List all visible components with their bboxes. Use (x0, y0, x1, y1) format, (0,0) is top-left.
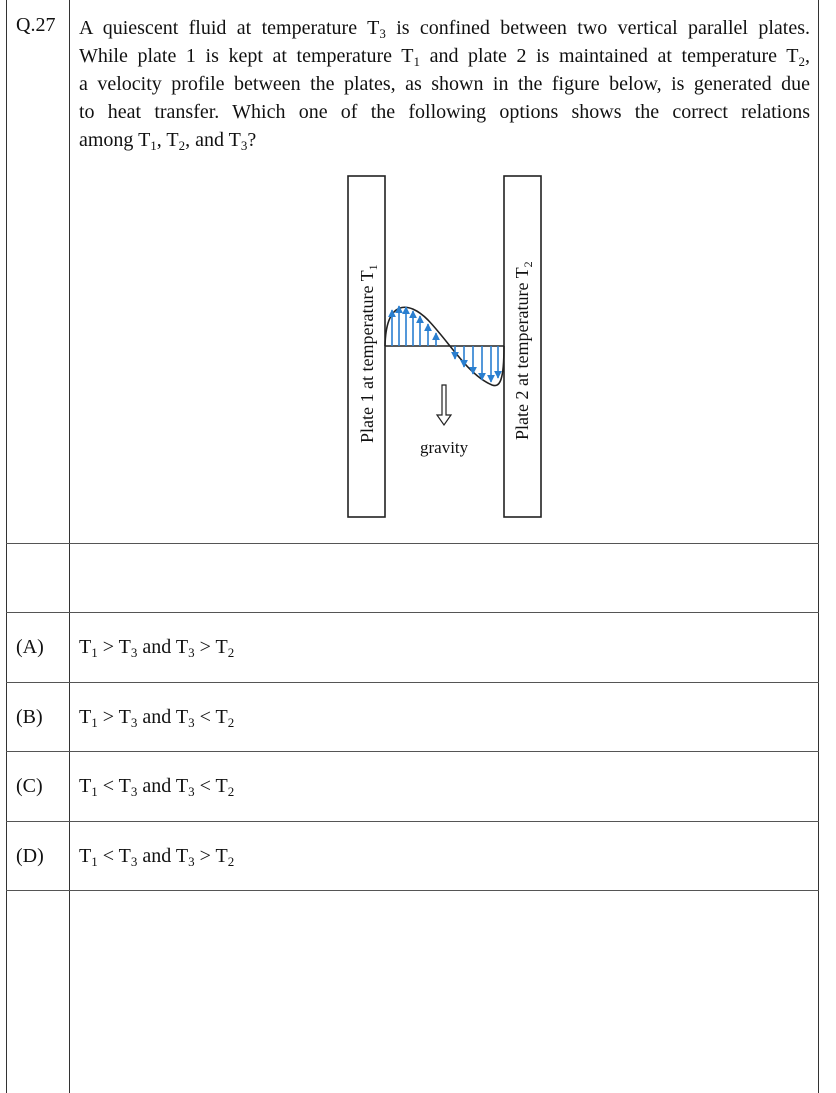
question-line: a velocity profile between the plates, as shown in the figure below, is generated due (79, 73, 810, 95)
option-b-label: (B) (16, 706, 43, 728)
option-d-label: (D) (16, 845, 44, 867)
option-a-label: (A) (16, 636, 44, 658)
column-divider (69, 0, 70, 1093)
row-divider (6, 821, 819, 822)
option-c-text: $T_1 < T_3$ and $T_3 < T_2$ (79, 775, 235, 799)
option-c-label: (C) (16, 775, 43, 797)
plate-2-label: Plate 2 at temperature $T_2$ (512, 261, 535, 440)
row-divider (6, 543, 819, 544)
question-line: among $T_1$, $T_2$, and $T_3$? (79, 129, 257, 153)
question-number: Q.27 (16, 14, 56, 36)
row-divider (6, 612, 819, 613)
plate-1-label: Plate 1 at temperature $T_1$ (357, 264, 380, 443)
option-a-text: $T_1 > T_3$ and $T_3 > T_2$ (79, 636, 235, 660)
question-line: While plate 1 is kept at temperature $T_1$ and plate 2 is maintained at temperature $T_2$, (79, 45, 810, 69)
velocity-profile-figure (340, 170, 550, 525)
option-d-text: $T_1 < T_3$ and $T_3 > T_2$ (79, 845, 235, 869)
option-b-text: $T_1 > T_3$ and $T_3 < T_2$ (79, 706, 235, 730)
question-line: to heat transfer. Which one of the following options shows the correct relations (79, 101, 810, 123)
gravity-arrow-icon (437, 385, 451, 425)
gravity-label: gravity (420, 438, 469, 457)
row-divider (6, 682, 819, 683)
question-text (79, 14, 810, 154)
row-divider (6, 751, 819, 752)
downward-velocity-arrows (455, 346, 498, 382)
upward-velocity-arrows (392, 306, 436, 346)
row-divider (6, 890, 819, 891)
question-line: A quiescent fluid at temperature $T_3$ is confined between two vertical parallel plates. (79, 17, 810, 41)
question-table (6, 0, 819, 1093)
